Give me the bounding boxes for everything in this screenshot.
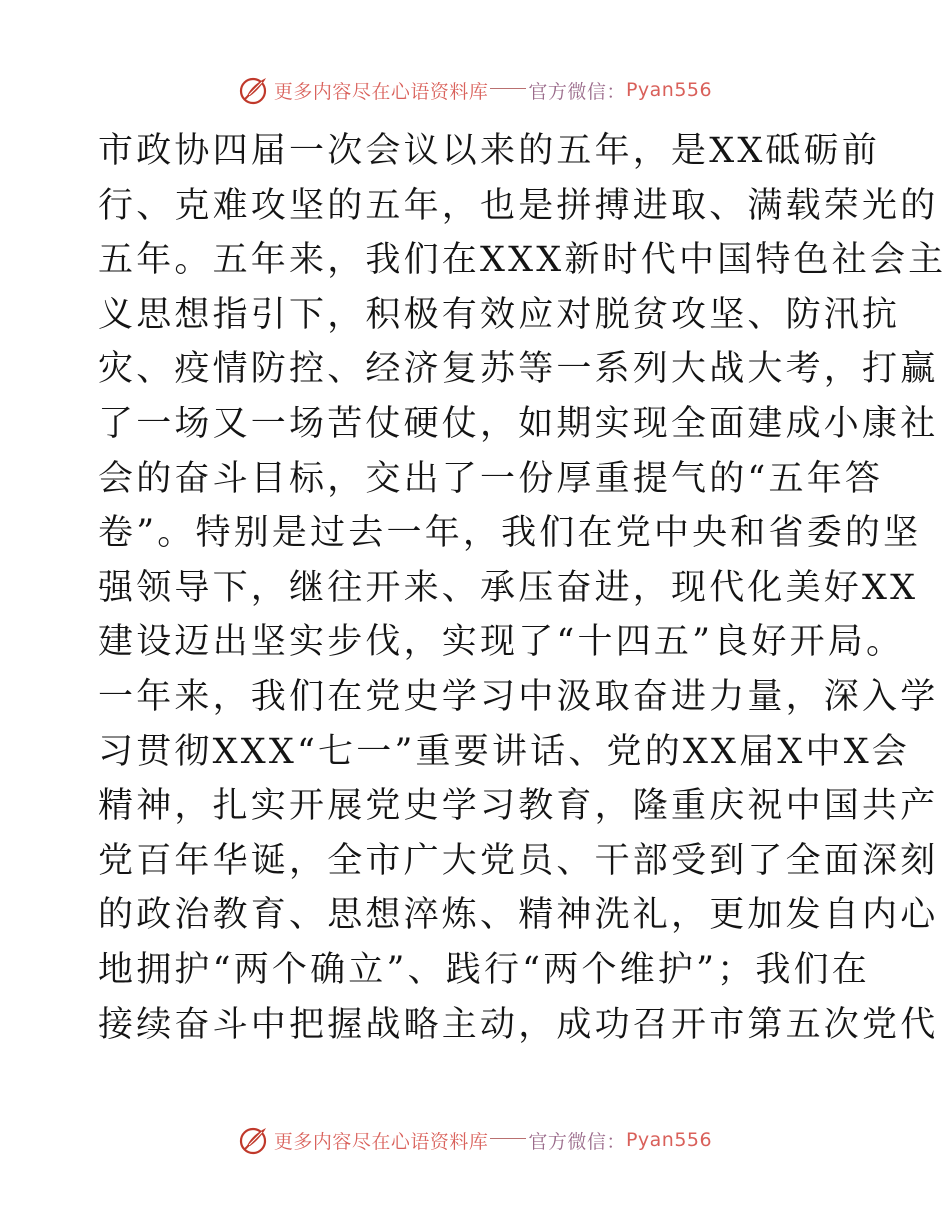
text-line: 市政协四届一次会议以来的五年，是XX砥砺前 bbox=[98, 131, 881, 171]
text-line: 一年来，我们在党史学习中汲取奋进力量，深入学 bbox=[98, 676, 939, 717]
text-line: 建设迈出坚实步伐，实现了“十四五”良好开局。 bbox=[98, 622, 905, 663]
header-watermark bbox=[0, 70, 950, 110]
text-line: 习贯彻XXX“七一”重要讲话、党的XX届X中X会 bbox=[98, 731, 911, 772]
watermark-site-text: 更多内容尽在心语资料库 bbox=[273, 80, 489, 103]
watermark-dash bbox=[490, 88, 526, 89]
text-line: 的政治教育、思想淬炼、精神洗礼，更加发自内心 bbox=[98, 895, 939, 936]
watermark-site-text: 更多内容尽在心语资料库 bbox=[273, 1130, 489, 1153]
watermark-handle: Pyan556 bbox=[625, 79, 713, 101]
watermark-wechat-label: 官方微信： bbox=[528, 80, 626, 103]
text-line: 地拥护“两个确立”、践行“两个维护”；我们在 bbox=[98, 949, 870, 990]
footer-watermark bbox=[0, 1120, 950, 1160]
text-line: 五年。五年来，我们在XXX新时代中国特色社会主 bbox=[98, 240, 947, 281]
text-line: 行、克难攻坚的五年，也是拼搏进取、满载荣光的 bbox=[98, 185, 939, 226]
text-line: 会的奋斗目标，交出了一份厚重提气的“五年答 bbox=[98, 458, 884, 499]
watermark-handle: Pyan556 bbox=[625, 1129, 713, 1151]
text-line: 接续奋斗中把握战略主动，成功召开市第五次党代 bbox=[98, 1004, 939, 1045]
text-line: 灾、疫情防控、经济复苏等一系列大战大考，打赢 bbox=[98, 349, 939, 390]
text-line: 强领导下，继往开来、承压奋进，现代化美好XX bbox=[98, 567, 919, 608]
watermark-wechat-label: 官方微信： bbox=[528, 1130, 626, 1153]
text-line: 义思想指引下，积极有效应对脱贫攻坚、防汛抗 bbox=[98, 294, 901, 335]
quill-logo-icon bbox=[238, 1124, 270, 1156]
text-line: 党百年华诞，全市广大党员、干部受到了全面深刻 bbox=[98, 840, 939, 881]
document-body bbox=[98, 124, 947, 1052]
text-line: 精神，扎实开展党史学习教育，隆重庆祝中国共产 bbox=[98, 786, 939, 827]
text-line: 了一场又一场苦仗硬仗，如期实现全面建成小康社 bbox=[98, 403, 939, 444]
quill-logo-icon bbox=[238, 74, 270, 106]
text-line: 卷”。特别是过去一年，我们在党中央和省委的坚 bbox=[98, 513, 922, 554]
watermark-dash bbox=[490, 1138, 526, 1139]
